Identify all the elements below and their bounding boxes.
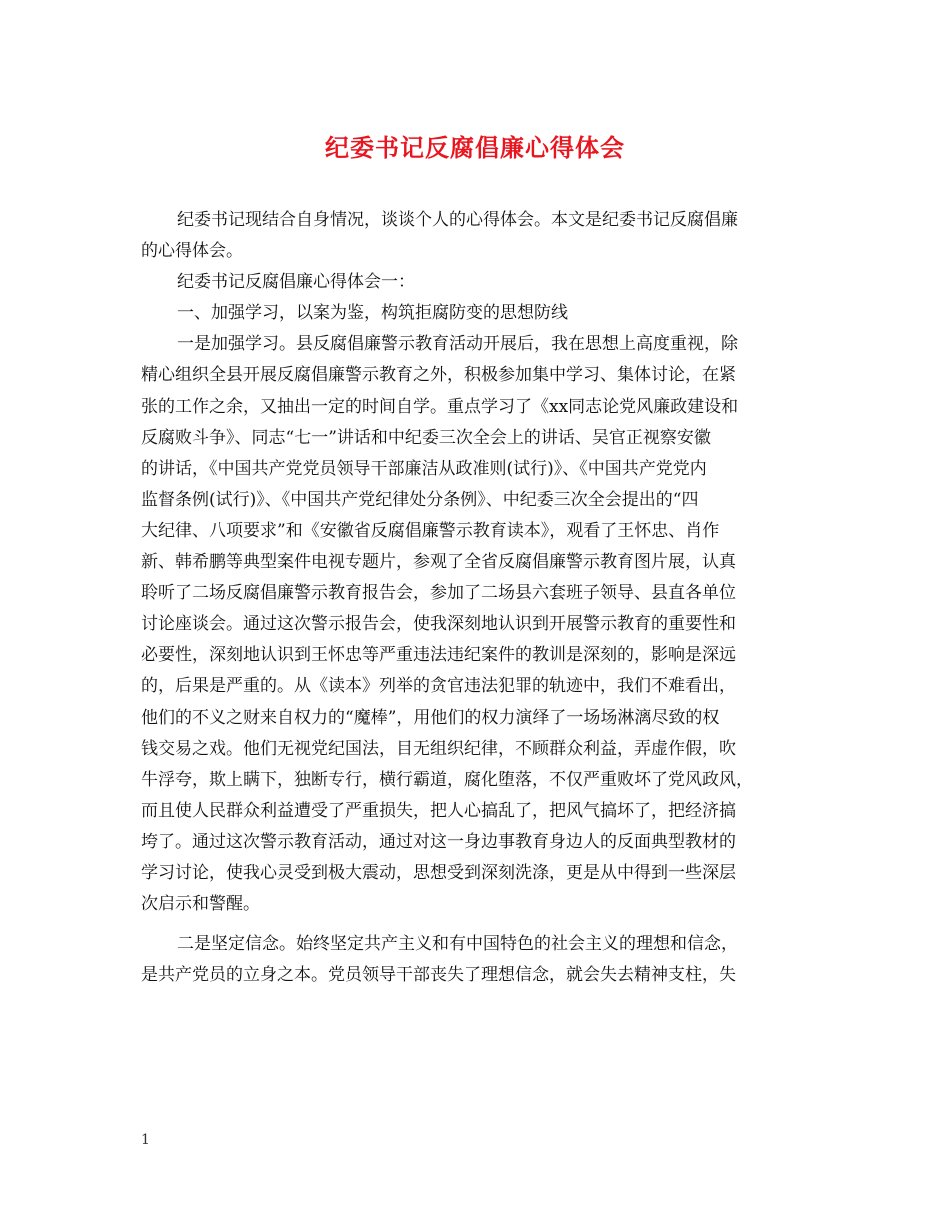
body-line: 的讲话，《中国共产党党员领导干部廉洁从政准则(试行)》、《中国共产党党内 bbox=[141, 458, 707, 479]
body-line: 次启示和警醒。 bbox=[141, 894, 260, 915]
body-line: 是共产党员的立身之本。党员领导干部丧失了理想信念，就会失去精神支柱，失 bbox=[141, 965, 736, 986]
body-line: 张的工作之余，又抽出一定的时间自学。重点学习了《xx同志论党风廉政建设和 bbox=[141, 396, 739, 417]
body-line: 学习讨论，使我心灵受到极大震动，思想受到深刻洗涤，更是从中得到一些深层 bbox=[141, 862, 736, 883]
body-line: 新、韩希鹏等典型案件电视专题片，参观了全省反腐倡廉警示教育图片展，认真 bbox=[141, 552, 736, 573]
body-line: 监督条例(试行)》、《中国共产党纪律处分条例》、中纪委三次全会提出的“四 bbox=[141, 489, 699, 510]
body-line: 的，后果是严重的。从《读本》列举的贪官违法犯罪的轨迹中，我们不难看出， bbox=[141, 676, 736, 697]
body-line: 的心得体会。 bbox=[141, 241, 243, 262]
body-line: 必要性，深刻地认识到王怀忠等严重违法违纪案件的教训是深刻的，影响是深远 bbox=[141, 645, 736, 666]
body-line: 钱交易之戏。他们无视党纪国法，目无组织纪律，不顾群众利益，弄虚作假，吹 bbox=[141, 738, 736, 759]
body-line: 垮了。通过这次警示教育活动，通过对这一身边事教育身边人的反面典型教材的 bbox=[141, 831, 736, 852]
document-body bbox=[141, 205, 813, 991]
body-line: 他们的不义之财来自权力的“魔棒”，用他们的权力演绎了一场场淋漓尽致的权 bbox=[141, 707, 720, 728]
page-number: 1 bbox=[141, 1132, 150, 1148]
body-line: 而且使人民群众利益遭受了严重损失，把人心搞乱了，把风气搞坏了，把经济搞 bbox=[141, 800, 736, 821]
body-line: 反腐败斗争》、同志“七一”讲话和中纪委三次全会上的讲话、吴官正视察安徽 bbox=[141, 427, 711, 448]
body-line: 纪委书记反腐倡廉心得体会一： bbox=[177, 272, 415, 293]
body-line: 讨论座谈会。通过这次警示报告会，使我深刻地认识到开展警示教育的重要性和 bbox=[141, 614, 736, 635]
body-line: 纪委书记现结合自身情况，谈谈个人的心得体会。本文是纪委书记反腐倡廉 bbox=[177, 210, 738, 230]
body-line: 牛浮夸，欺上瞒下，独断专行，横行霸道，腐化堕落，不仅严重败坏了党风政风， bbox=[141, 769, 753, 790]
body-line: 二是坚定信念。始终坚定共产主义和有中国特色的社会主义的理想和信念， bbox=[177, 934, 738, 955]
document-title: 纪委书记反腐倡廉心得体会 bbox=[325, 133, 625, 162]
body-line: 一、加强学习，以案为鉴，构筑拒腐防变的思想防线 bbox=[177, 303, 568, 324]
body-line: 一是加强学习。县反腐倡廉警示教育活动开展后，我在思想上高度重视，除 bbox=[177, 334, 738, 355]
body-line: 大纪律、八项要求”和《安徽省反腐倡廉警示教育读本》，观看了王怀忠、肖作 bbox=[141, 520, 720, 541]
body-line: 聆听了二场反腐倡廉警示教育报告会，参加了二场县六套班子领导、县直各单位 bbox=[141, 583, 736, 604]
body-line: 精心组织全县开展反腐倡廉警示教育之外，积极参加集中学习、集体讨论，在紧 bbox=[141, 365, 736, 386]
paragraph-gap bbox=[141, 920, 813, 929]
